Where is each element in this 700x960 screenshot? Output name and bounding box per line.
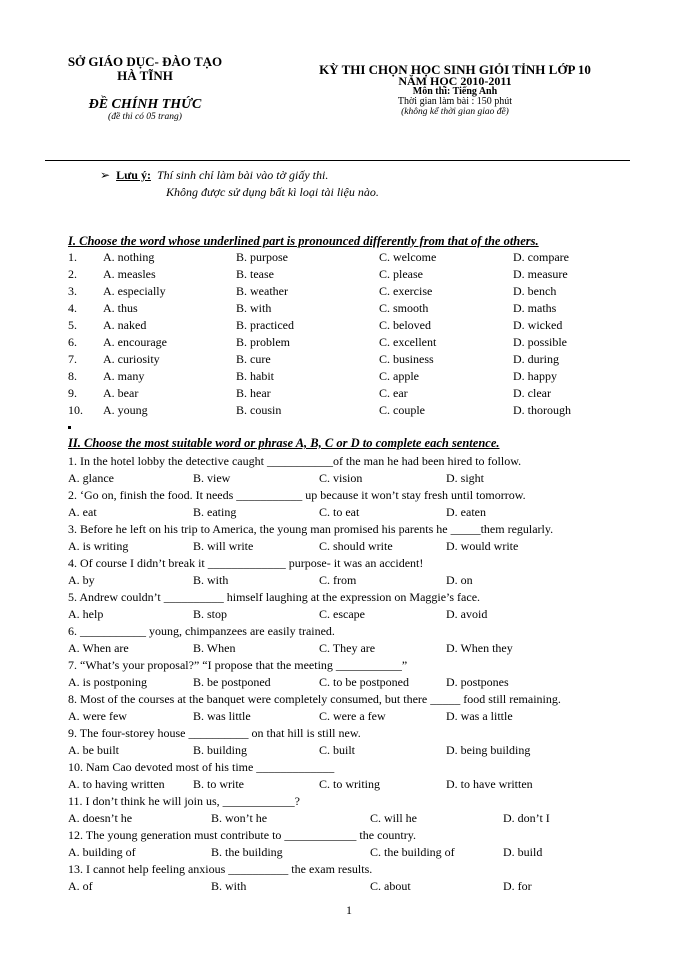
item-number: 9. xyxy=(68,386,77,400)
answer-option: C. excellent xyxy=(379,335,437,349)
answer-option: A. curiosity xyxy=(103,352,160,366)
question-text: 12. The young generation must contribute to ____________ the country. xyxy=(68,828,416,842)
answer-option: D. happy xyxy=(513,369,557,383)
answer-option: D. eaten xyxy=(446,505,486,519)
item-number: 8. xyxy=(68,369,77,383)
answer-option: B. hear xyxy=(236,386,271,400)
answer-option: C. beloved xyxy=(379,318,431,332)
answer-option: D. for xyxy=(503,879,532,893)
answer-option: A. be built xyxy=(68,743,119,757)
answer-option: D. don’t I xyxy=(503,811,550,825)
answer-option: D. avoid xyxy=(446,607,488,621)
answer-option: D. clear xyxy=(513,386,551,400)
subject: Môn thi: Tiếng Anh xyxy=(412,86,498,97)
page-number: 1 xyxy=(346,903,352,917)
answer-option: A. glance xyxy=(68,471,114,485)
item-number: 2. xyxy=(68,267,77,281)
answer-option: A. eat xyxy=(68,505,97,519)
item-number: 10. xyxy=(68,403,83,417)
answer-option: A. nothing xyxy=(103,250,155,264)
page-count-note: (đề thi có 05 trang) xyxy=(108,112,182,122)
answer-option: C. about xyxy=(370,879,411,893)
question-text: 11. I don’t think he will join us, ____________? xyxy=(68,794,300,808)
answer-option: C. ear xyxy=(379,386,408,400)
section-1-title: I. Choose the word whose underlined part is pronounced differently from that of the others. xyxy=(68,234,539,248)
school-year: NĂM HỌC 2010-2011 xyxy=(398,74,512,88)
answer-option: C. were a few xyxy=(319,709,386,723)
question-text: 1. In the hotel lobby the detective caught ___________of the man he had been hired to follow. xyxy=(68,454,522,468)
question-text: 6. ___________ young, chimpanzees are easily trained. xyxy=(68,624,335,638)
note-line-1: Thí sinh chỉ làm bài vào tờ giấy thi. xyxy=(156,168,329,182)
answer-option: B. the building xyxy=(211,845,283,859)
answer-option: D. postpones xyxy=(446,675,509,689)
answer-option: A. young xyxy=(103,403,148,417)
answer-option: C. escape xyxy=(319,607,365,621)
answer-option: B. with xyxy=(211,879,247,893)
answer-option: D. sight xyxy=(446,471,485,485)
answer-option: B. practiced xyxy=(236,318,294,332)
answer-option: D. was a little xyxy=(446,709,513,723)
note-block xyxy=(100,167,379,201)
answer-option: D. maths xyxy=(513,301,557,315)
answer-option: B. was little xyxy=(193,709,251,723)
answer-option: C. couple xyxy=(379,403,425,417)
answer-option: B. building xyxy=(193,743,248,757)
answer-option: C. apple xyxy=(379,369,419,383)
answer-option: A. of xyxy=(68,879,93,893)
answer-option: B. view xyxy=(193,471,231,485)
time-note: (không kể thời gian giao đề) xyxy=(401,107,509,117)
answer-option: B. weather xyxy=(236,284,288,298)
answer-option: A. thus xyxy=(103,301,138,315)
answer-option: D. compare xyxy=(513,250,569,264)
answer-option: A. especially xyxy=(103,284,166,298)
item-number: 4. xyxy=(68,301,77,315)
question-text: 4. Of course I didn’t break it _____________ purpose- it was an accident! xyxy=(68,556,424,570)
question-text: 10. Nam Cao devoted most of his time _____________ xyxy=(68,760,335,774)
answer-option: B. with xyxy=(236,301,272,315)
answer-option: B. stop xyxy=(193,607,228,621)
answer-option: D. possible xyxy=(513,335,567,349)
answer-option: C. to be postponed xyxy=(319,675,409,689)
answer-option: A. to having written xyxy=(68,777,165,791)
answer-option: A. naked xyxy=(103,318,147,332)
answer-option: C. the building of xyxy=(370,845,455,859)
answer-option: A. were few xyxy=(68,709,127,723)
answer-option: B. eating xyxy=(193,505,237,519)
answer-option: B. cure xyxy=(236,352,271,366)
answer-option: D. measure xyxy=(513,267,568,281)
question-text: 2. ‘Go on, finish the food. It needs ___________ up because it won’t stay fresh until tomorrow. xyxy=(68,488,526,502)
question-text: 8. Most of the courses at the banquet were completely consumed, but there _____ food still remaining. xyxy=(68,692,561,706)
answer-option: C. should write xyxy=(319,539,393,553)
time-limit: Thời gian làm bài : 150 phút xyxy=(397,96,513,107)
question-text: 13. I cannot help feeling anxious __________ the exam results. xyxy=(68,862,373,876)
item-number: 7. xyxy=(68,352,77,366)
answer-option: B. cousin xyxy=(236,403,282,417)
answer-option: D. being building xyxy=(446,743,531,757)
answer-option: C. business xyxy=(379,352,434,366)
answer-option: A. is postponing xyxy=(68,675,148,689)
answer-option: C. to eat xyxy=(319,505,360,519)
answer-option: D. on xyxy=(446,573,473,587)
department-header xyxy=(40,55,250,122)
answer-option: B. When xyxy=(193,641,236,655)
answer-option: B. habit xyxy=(236,369,274,383)
answer-option: A. by xyxy=(68,573,95,587)
note-label: Lưu ý: xyxy=(116,168,151,182)
answer-option: A. help xyxy=(68,607,104,621)
answer-option: D. When they xyxy=(446,641,513,655)
note-line-2: Không được sử dụng bất kì loại tài liệu nào. xyxy=(166,185,379,199)
answer-option: D. bench xyxy=(513,284,557,298)
answer-option: C. will he xyxy=(370,811,417,825)
answer-option: A. many xyxy=(103,369,145,383)
answer-option: D. to have written xyxy=(446,777,533,791)
answer-option: C. vision xyxy=(319,471,363,485)
answer-option: B. won’t he xyxy=(211,811,268,825)
answer-option: D. would write xyxy=(446,539,519,553)
answer-option: A. building of xyxy=(68,845,136,859)
answer-option: C. built xyxy=(319,743,356,757)
item-number: 1. xyxy=(68,250,77,264)
item-number: 5. xyxy=(68,318,77,332)
answer-option: C. They are xyxy=(319,641,376,655)
answer-option: B. to write xyxy=(193,777,244,791)
answer-option: B. purpose xyxy=(236,250,288,264)
answer-option: A. When are xyxy=(68,641,129,655)
answer-option: A. is writing xyxy=(68,539,129,553)
answer-option: C. from xyxy=(319,573,357,587)
exam-header xyxy=(300,63,610,117)
question-text: 5. Andrew couldn’t __________ himself laughing at the expression on Maggie’s face. xyxy=(68,590,481,604)
answer-option: D. during xyxy=(513,352,559,366)
item-number: 6. xyxy=(68,335,77,349)
answer-option: C. please xyxy=(379,267,423,281)
answer-option: C. welcome xyxy=(379,250,437,264)
answer-option: C. smooth xyxy=(379,301,429,315)
answer-option: A. doesn’t he xyxy=(68,811,133,825)
item-number: 3. xyxy=(68,284,77,298)
department-name: SỞ GIÁO DỤC- ĐÀO TẠO xyxy=(67,54,223,69)
answer-option: A. encourage xyxy=(103,335,167,349)
answer-option: D. thorough xyxy=(513,403,571,417)
answer-option: D. build xyxy=(503,845,543,859)
section-2-title: II. Choose the most suitable word or phrase A, B, C or D to complete each sentence. xyxy=(68,436,500,450)
answer-option: B. problem xyxy=(236,335,290,349)
answer-option: A. measles xyxy=(103,267,156,281)
question-text: 9. The four-storey house __________ on that hill is still new. xyxy=(68,726,361,740)
bullet-mark xyxy=(68,426,71,429)
answer-option: C. exercise xyxy=(379,284,433,298)
arrow-icon: ➢ xyxy=(100,168,111,182)
answer-option: C. to writing xyxy=(319,777,381,791)
official-exam-label: ĐỀ CHÍNH THỨC xyxy=(88,97,202,112)
answer-option: A. bear xyxy=(103,386,139,400)
answer-option: B. tease xyxy=(236,267,274,281)
answer-option: D. wicked xyxy=(513,318,563,332)
answer-option: B. will write xyxy=(193,539,254,553)
exam-title: KỲ THI CHỌN HỌC SINH GIỎI TỈNH LỚP 10 xyxy=(319,62,591,77)
province-name: HÀ TĨNH xyxy=(117,68,173,83)
header-divider xyxy=(45,160,630,161)
answer-option: B. be postponed xyxy=(193,675,271,689)
answer-option: B. with xyxy=(193,573,229,587)
question-text: 3. Before he left on his trip to America, the young man promised his parents he _____them regularly. xyxy=(68,522,554,536)
question-text: 7. “What’s your proposal?” “I propose that the meeting ___________” xyxy=(68,658,408,672)
